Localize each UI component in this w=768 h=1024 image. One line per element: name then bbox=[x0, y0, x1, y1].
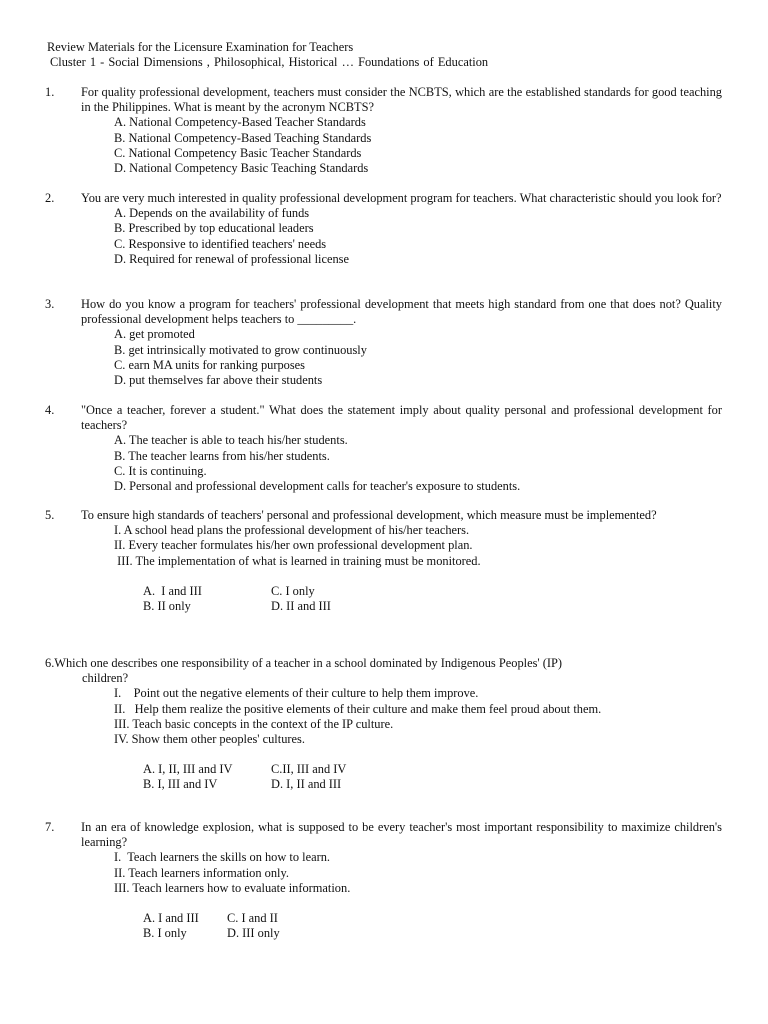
question-stem: How do you know a program for teachers' professional development that meets high standard from one that does not? Quality professional development helps teachers to _________. bbox=[81, 297, 722, 327]
options-list bbox=[114, 115, 768, 176]
statements-list bbox=[114, 523, 768, 569]
question-5 bbox=[0, 508, 768, 614]
option-b: B. National Competency-Based Teaching Standards bbox=[114, 130, 372, 145]
question-stem: "Once a teacher, forever a student." What does the statement imply about quality personal and professional development for teachers? bbox=[81, 403, 722, 433]
answer-choices bbox=[143, 584, 768, 614]
question-stem bbox=[45, 656, 722, 686]
question-stem: To ensure high standards of teachers' personal and professional development, which measure must be implemented? bbox=[81, 508, 657, 522]
option-a: A. The teacher is able to teach his/her students. bbox=[114, 433, 348, 448]
statement-iv: IV. Show them other peoples' cultures. bbox=[114, 732, 305, 747]
choice-a: A. I, II, III and IV bbox=[143, 762, 233, 777]
statement-ii: II. Every teacher formulates his/her own professional development plan. bbox=[114, 538, 473, 553]
choice-c: C.II, III and IV bbox=[271, 762, 347, 777]
question-number: 3. bbox=[45, 297, 55, 311]
choice-d: D. I, II and III bbox=[271, 777, 342, 792]
option-c: C. Responsive to identified teachers' needs bbox=[114, 236, 327, 251]
statement-i: I. Point out the negative elements of their culture to help them improve. bbox=[114, 686, 479, 701]
question-number: 7. bbox=[45, 820, 55, 834]
document-header bbox=[47, 40, 488, 70]
choice-b: B. I, III and IV bbox=[143, 777, 218, 792]
header-subtitle: Cluster 1 - Social Dimensions , Philosophical, Historical … Foundations of Education bbox=[50, 55, 489, 69]
question-stem: For quality professional development, teachers must consider the NCBTS, which are the established standards for good teaching in the Philippines. What is meant by the acronym NCBTS? bbox=[81, 85, 722, 115]
choice-d: D. III only bbox=[227, 926, 280, 941]
option-c: C. earn MA units for ranking purposes bbox=[114, 357, 305, 372]
option-d: D. Required for renewal of professional license bbox=[114, 251, 349, 266]
option-c: C. It is continuing. bbox=[114, 463, 207, 478]
statement-i: I. Teach learners the skills on how to learn. bbox=[114, 850, 331, 865]
statement-iii: III. The implementation of what is learned in training must be monitored. bbox=[114, 553, 481, 568]
answer-choices bbox=[143, 911, 768, 941]
question-7 bbox=[0, 820, 768, 941]
option-d: D. National Competency Basic Teaching Standards bbox=[114, 161, 369, 176]
option-c: C. National Competency Basic Teacher Standards bbox=[114, 145, 362, 160]
header-title: Review Materials for the Licensure Examination for Teachers bbox=[47, 40, 354, 54]
statements-list bbox=[114, 686, 768, 747]
options-list bbox=[114, 433, 768, 494]
option-a: A. National Competency-Based Teacher Standards bbox=[114, 115, 366, 130]
question-3 bbox=[0, 297, 768, 388]
statement-i: I. A school head plans the professional development of his/her teachers. bbox=[114, 523, 470, 538]
question-number: 1. bbox=[45, 85, 55, 99]
choice-a: A. I and III bbox=[143, 583, 202, 598]
question-number: 4. bbox=[45, 403, 55, 417]
choice-b: B. II only bbox=[143, 599, 191, 614]
question-1 bbox=[0, 85, 768, 176]
choice-c: C. I only bbox=[271, 583, 315, 598]
choice-c: C. I and II bbox=[227, 911, 278, 926]
statement-iii: III. Teach learners how to evaluate information. bbox=[114, 880, 351, 895]
question-2 bbox=[0, 191, 768, 267]
question-stem-continued: children? bbox=[82, 671, 129, 686]
option-a: A. Depends on the availability of funds bbox=[114, 206, 310, 221]
statement-iii: III. Teach basic concepts in the context of the IP culture. bbox=[114, 716, 394, 731]
choice-d: D. II and III bbox=[271, 599, 331, 614]
statements-list bbox=[114, 850, 768, 896]
options-list bbox=[114, 327, 768, 388]
statement-ii: II. Teach learners information only. bbox=[114, 865, 289, 880]
option-d: D. Personal and professional development calls for teacher's exposure to students. bbox=[114, 479, 521, 494]
choice-a: A. I and III bbox=[143, 911, 199, 926]
option-b: B. get intrinsically motivated to grow continuously bbox=[114, 342, 367, 357]
option-b: B. The teacher learns from his/her students. bbox=[114, 448, 330, 463]
choice-b: B. I only bbox=[143, 926, 187, 941]
question-4 bbox=[0, 403, 768, 494]
question-stem: You are very much interested in quality professional development program for teachers. What characteristic should you look for? bbox=[81, 191, 722, 205]
question-number: 5. bbox=[45, 508, 55, 522]
statement-ii: II. Help them realize the positive elements of their culture and make them feel proud about them. bbox=[114, 701, 602, 716]
question-number: 2. bbox=[45, 191, 55, 205]
option-d: D. put themselves far above their students bbox=[114, 373, 323, 388]
option-a: A. get promoted bbox=[114, 327, 195, 342]
question-6 bbox=[0, 656, 768, 793]
option-b: B. Prescribed by top educational leaders bbox=[114, 221, 314, 236]
question-stem: In an era of knowledge explosion, what is supposed to be every teacher's most important responsibility to maximize children's learning? bbox=[81, 820, 722, 850]
question-stem-first: 6.Which one describes one responsibility of a teacher in a school dominated by Indigenous Peoples' (IP) bbox=[45, 656, 563, 670]
options-list bbox=[114, 206, 768, 267]
answer-choices bbox=[143, 762, 768, 792]
